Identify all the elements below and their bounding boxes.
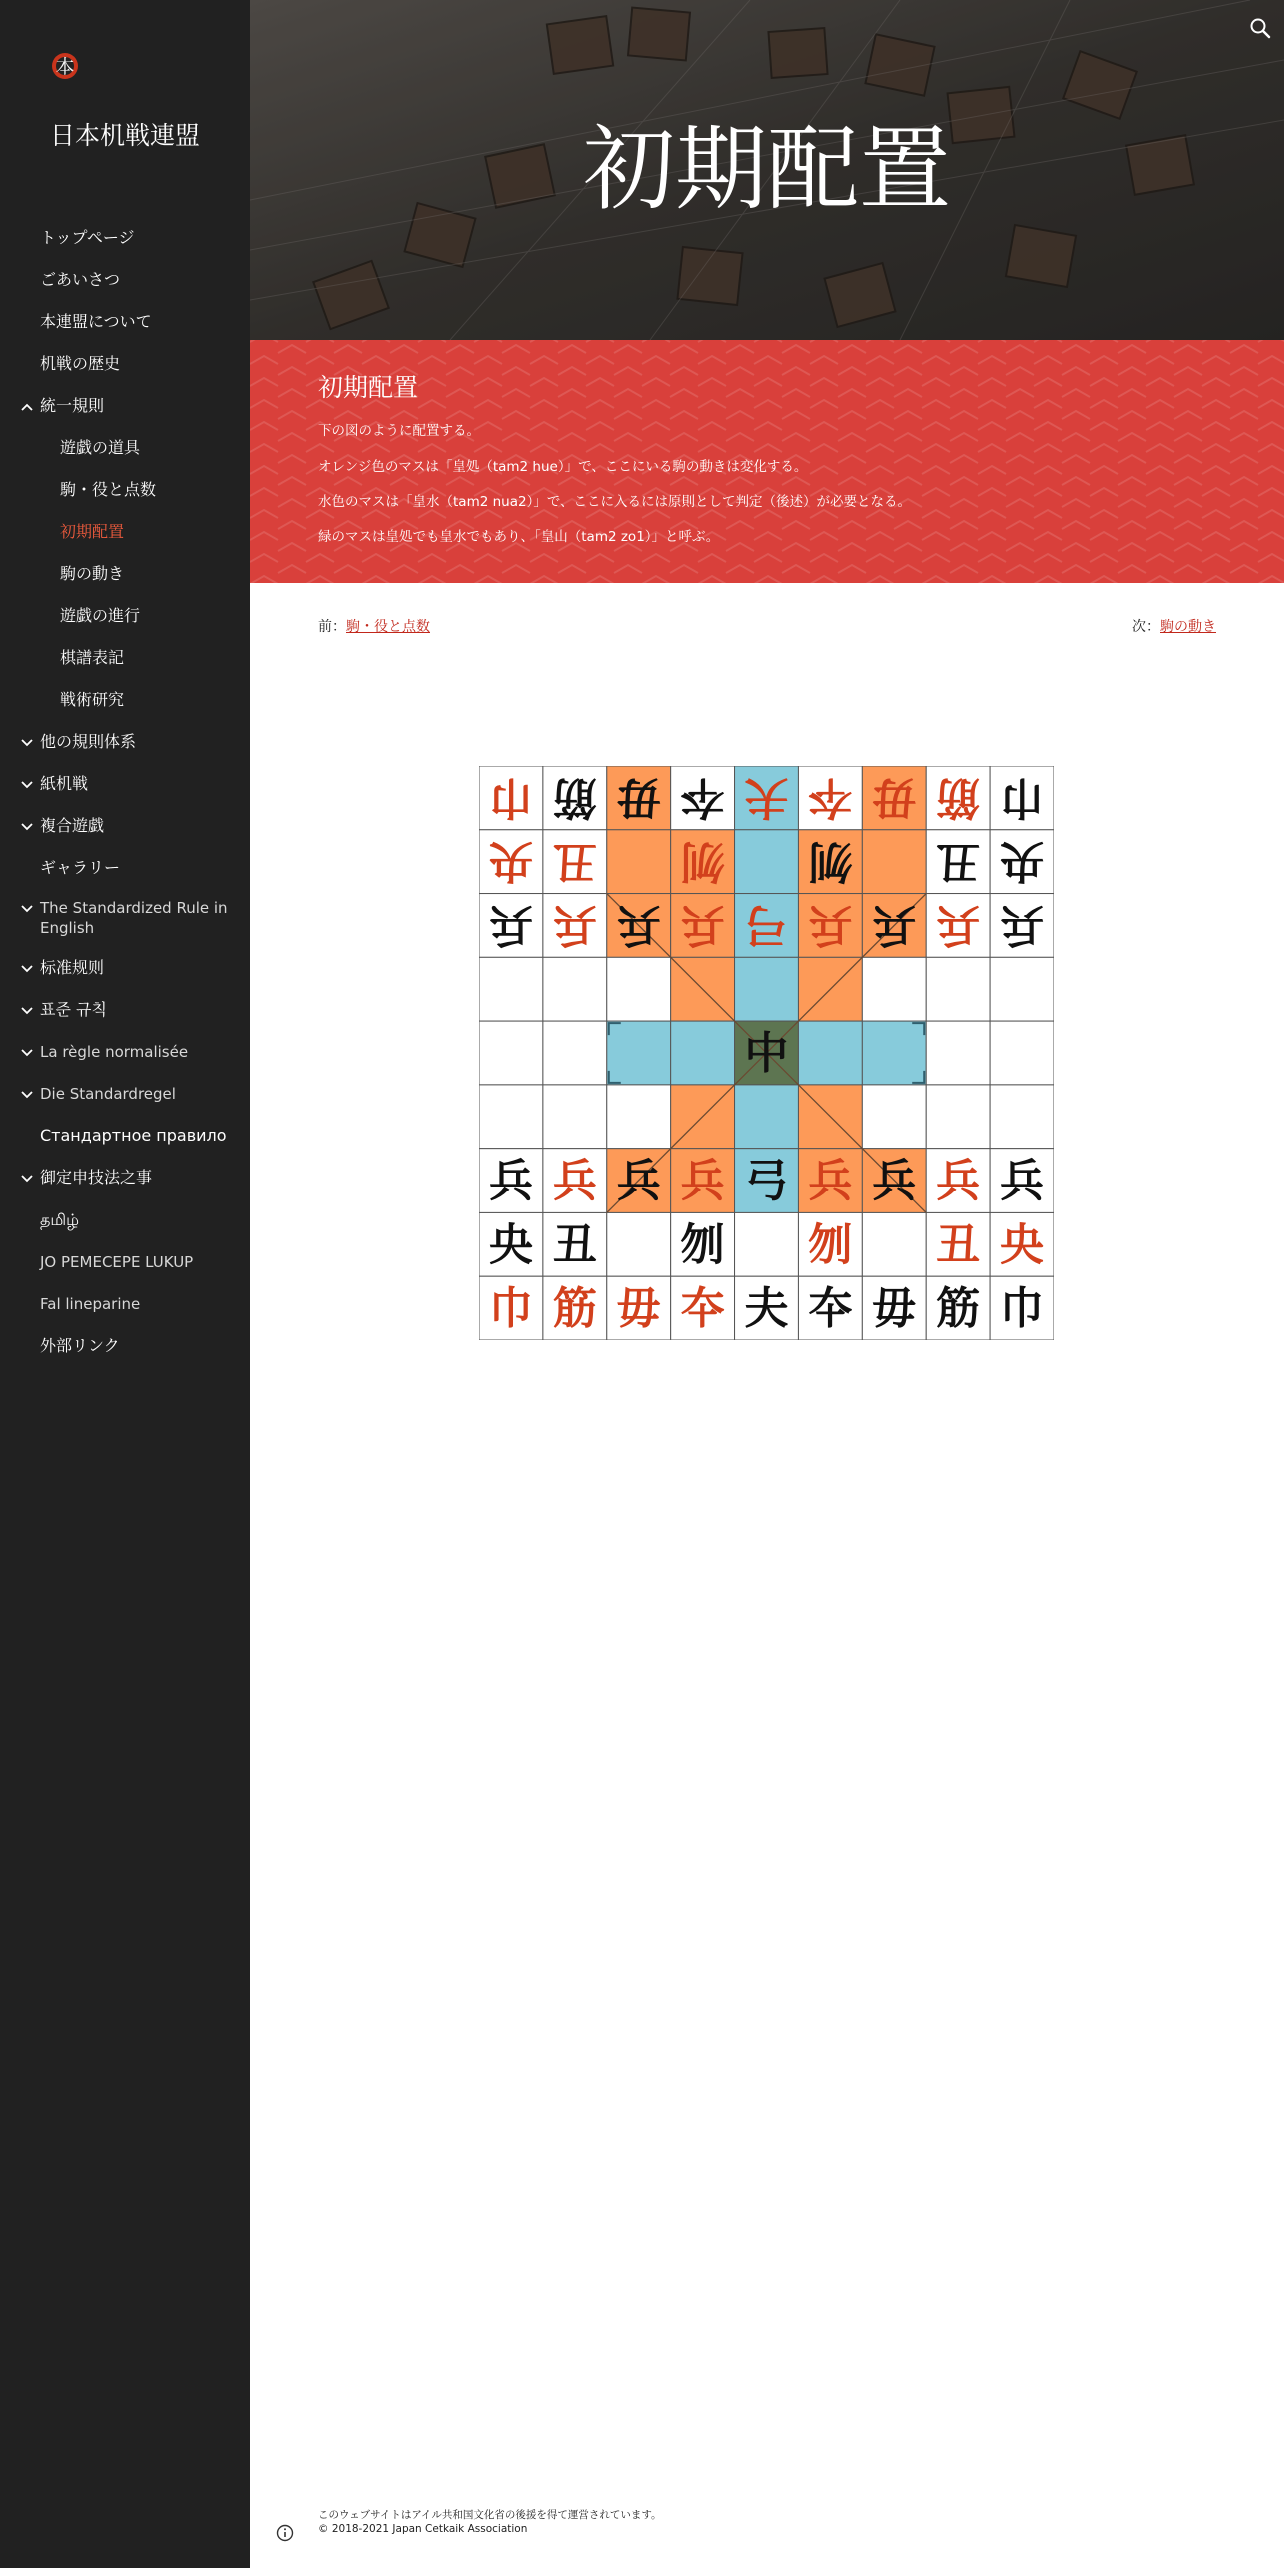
sidebar-item[interactable] [40, 958, 104, 978]
board-piece: 弓 [744, 899, 789, 951]
board-piece: 兵 [488, 1155, 533, 1207]
intro-line-1: 下の図のように配置する。 [318, 423, 480, 439]
board-piece: 巾 [488, 771, 533, 823]
board-cell [607, 957, 671, 1021]
next-page-nav [1132, 616, 1216, 636]
chevron-down-icon[interactable] [20, 961, 34, 975]
sidebar-item-label: Fal lineparine [40, 1295, 141, 1313]
sidebar-item-label: Стандартное правило [40, 1126, 227, 1145]
sidebar-item[interactable] [60, 480, 156, 500]
board-piece: 丑 [552, 1219, 597, 1271]
footer [318, 2508, 662, 2536]
board-piece: 刎 [680, 1219, 725, 1271]
sidebar-item[interactable] [60, 522, 124, 542]
intro-line-2: オレンジ色のマスは「皇処（tam2 hue）」で、ここにいる駒の動きは変化する。 [318, 459, 808, 475]
sidebar-item[interactable] [40, 270, 120, 290]
board-piece: 兵 [1000, 1155, 1045, 1207]
search-icon[interactable] [1248, 16, 1272, 40]
sidebar-item[interactable] [40, 1084, 176, 1104]
sidebar-item[interactable] [40, 774, 88, 794]
board-piece: 兵 [936, 899, 981, 951]
board-cell [990, 1021, 1054, 1085]
site-title[interactable]: 日本机戦連盟 [49, 121, 200, 150]
sidebar-item[interactable] [40, 1168, 152, 1188]
next-prefix: 次： [1132, 619, 1160, 635]
board-piece: 兵 [488, 899, 533, 951]
board-piece: 兵 [552, 899, 597, 951]
board-cell [607, 830, 671, 894]
sidebar-item-label: 遊戯の道具 [60, 438, 141, 457]
board-piece: 兵 [808, 1155, 853, 1207]
sidebar-item-label: 遊戯の進行 [60, 606, 141, 625]
board-piece: 夫 [744, 1283, 789, 1335]
prev-prefix: 前： [318, 619, 346, 635]
sidebar-item[interactable] [40, 816, 104, 836]
chevron-down-icon[interactable] [20, 1003, 34, 1017]
footer-sponsor: このウェブサイトはアイル共和国文化省の後援を得て運営されています。 [318, 2509, 662, 2521]
chevron-down-icon[interactable] [20, 1045, 34, 1059]
board-piece: 兵 [616, 1155, 661, 1207]
board-piece: 夲 [680, 771, 725, 823]
sidebar-item[interactable] [40, 396, 104, 416]
sidebar-item-label: 표준 규칙 [40, 1000, 107, 1019]
board-cell [862, 1212, 926, 1276]
sidebar-item-label: 統一規則 [40, 396, 105, 415]
sidebar-item-label: トップページ [40, 228, 135, 247]
sidebar-item[interactable] [40, 312, 152, 332]
board-piece: 央 [488, 835, 533, 887]
sidebar-item-label: ギャラリー [40, 858, 121, 877]
sidebar-item[interactable] [40, 1252, 193, 1272]
sidebar-item[interactable] [40, 1126, 227, 1146]
board-cell [607, 1021, 671, 1085]
board-piece: 毋 [872, 771, 917, 823]
sidebar-item-label: 机戦の歴史 [40, 354, 121, 373]
sidebar-item-label: English [40, 919, 95, 937]
prev-page-link[interactable]: 駒・役と点数 [346, 619, 430, 635]
board-piece: 央 [488, 1219, 533, 1271]
sidebar-item[interactable] [40, 228, 135, 248]
board-piece: 兵 [1000, 899, 1045, 951]
board-cell [862, 1021, 926, 1085]
board-piece: 刎 [808, 1219, 853, 1271]
board-cell [607, 1212, 671, 1276]
sidebar-item[interactable] [40, 858, 120, 878]
board-piece: 兵 [680, 1155, 725, 1207]
board-piece: 中 [744, 1028, 789, 1079]
board-piece: 夲 [808, 1283, 853, 1335]
board-piece: 筋 [552, 771, 597, 823]
board-piece: 丑 [936, 835, 981, 887]
board-cell [926, 957, 990, 1021]
board-cell [479, 957, 543, 1021]
intro-line-4: 緑のマスは皇処でも皇水でもあり、「皇山（tam2 zo1）」と呼ぶ。 [318, 529, 720, 545]
board-piece: 夫 [744, 771, 789, 823]
site-logo[interactable] [47, 48, 83, 84]
board-cell [735, 1085, 799, 1149]
board-cell [671, 1021, 735, 1085]
sidebar-item[interactable] [60, 438, 140, 458]
board-piece: 兵 [680, 899, 725, 951]
sidebar-item-label: ごあいさつ [40, 270, 121, 289]
sidebar-item-label: 複合遊戯 [40, 816, 105, 835]
board-cell [607, 1085, 671, 1149]
sidebar-item[interactable] [40, 1294, 140, 1314]
svg-text:本: 本 [55, 56, 75, 78]
sidebar-item-label: 他の規則体系 [40, 732, 137, 751]
board-piece: 夲 [808, 771, 853, 823]
board-cell [479, 1085, 543, 1149]
board-piece: 兵 [872, 1155, 917, 1207]
initial-setup-board [479, 766, 1054, 1340]
board-cell [735, 957, 799, 1021]
board-piece: 刎 [680, 835, 725, 887]
board-cell [735, 830, 799, 894]
board-piece: 筋 [552, 1283, 597, 1335]
chevron-down-icon[interactable] [20, 735, 34, 749]
chevron-down-icon[interactable] [20, 1171, 34, 1185]
sidebar-item-label: The Standardized Rule in [40, 899, 228, 917]
next-page-link[interactable]: 駒の動き [1160, 619, 1216, 635]
board-piece: 兵 [936, 1155, 981, 1207]
sidebar-item-label: 駒・役と点数 [60, 480, 157, 499]
board-piece: 巾 [1000, 1283, 1045, 1335]
sidebar-item[interactable] [40, 1000, 107, 1020]
board-piece: 兵 [808, 899, 853, 951]
sidebar-item[interactable] [60, 648, 124, 668]
board-piece: 夲 [680, 1283, 725, 1335]
board-piece: 巾 [1000, 771, 1045, 823]
board-piece: 央 [1000, 1219, 1045, 1271]
sidebar-item[interactable] [40, 1210, 79, 1230]
board-piece: 丑 [936, 1219, 981, 1271]
sidebar-item[interactable] [60, 606, 140, 626]
board-cell [862, 957, 926, 1021]
sidebar-item-label: 御定申技法之事 [40, 1168, 153, 1187]
board-piece: 兵 [552, 1155, 597, 1207]
board-piece: 筋 [936, 1283, 981, 1335]
section-title: 初期配置 [318, 373, 419, 402]
board-cell [543, 1021, 607, 1085]
chevron-up-icon[interactable] [20, 399, 34, 413]
prev-page-nav [318, 616, 430, 636]
board-piece: 兵 [616, 899, 661, 951]
board-piece: 央 [1000, 835, 1045, 887]
board-piece: 刎 [808, 835, 853, 887]
board-cell [862, 1085, 926, 1149]
chevron-down-icon[interactable] [20, 819, 34, 833]
sidebar-item-label: 棋譜表記 [60, 648, 125, 667]
sidebar-item[interactable] [40, 1042, 188, 1062]
sidebar-item-label: 初期配置 [60, 522, 125, 541]
board-cell [990, 957, 1054, 1021]
board-piece: 毋 [616, 1283, 661, 1335]
board-piece: 毋 [616, 771, 661, 823]
header-banner [250, 0, 1284, 340]
chevron-down-icon[interactable] [20, 1087, 34, 1101]
sidebar-item-label: JO PEMECEPE LUKUP [40, 1253, 194, 1271]
board-cell [543, 1085, 607, 1149]
intro-line-3: 水色のマスは「皇水（tam2 nua2）」で、ここに入るには原則として判定（後述）が必要となる。 [318, 494, 912, 510]
sidebar-item[interactable] [40, 732, 136, 752]
board-piece: 弓 [744, 1155, 789, 1207]
sidebar-item-label: தமிழ் [40, 1210, 80, 1229]
board-cell [926, 1085, 990, 1149]
sidebar-item[interactable] [40, 354, 120, 374]
board-piece: 兵 [872, 899, 917, 951]
sidebar [0, 0, 250, 2568]
board-cell [862, 830, 926, 894]
sidebar-item-label: 本連盟について [40, 312, 152, 331]
page-title: 初期配置 [582, 116, 951, 223]
sidebar-item-label: 紙机戦 [40, 774, 89, 793]
sidebar-item-label: 駒の動き [60, 564, 125, 583]
board-piece: 筋 [936, 771, 981, 823]
board-cell [543, 957, 607, 1021]
board-cell [926, 1021, 990, 1085]
board-piece: 丑 [552, 835, 597, 887]
sidebar-item[interactable] [60, 564, 124, 584]
board-piece: 巾 [488, 1283, 533, 1335]
board-cell [735, 1212, 799, 1276]
footer-copyright: © 2018-2021 Japan Cetkaik Association [318, 2523, 528, 2535]
sidebar-item[interactable] [60, 690, 124, 710]
sidebar-item-label: 标准规则 [40, 958, 105, 977]
sidebar-item-label: Die Standardregel [40, 1085, 176, 1103]
sidebar-item-label: 外部リンク [40, 1336, 120, 1355]
sidebar-item-label: 戦術研究 [60, 690, 125, 709]
chevron-down-icon[interactable] [20, 901, 34, 915]
board-piece: 毋 [872, 1283, 917, 1335]
board-cell [990, 1085, 1054, 1149]
sidebar-item[interactable] [40, 898, 228, 938]
intro-section [250, 340, 1284, 583]
chevron-down-icon[interactable] [20, 777, 34, 791]
sidebar-item-label: La règle normalisée [40, 1043, 189, 1061]
board-cell [798, 1021, 862, 1085]
sidebar-item[interactable] [40, 1336, 120, 1356]
info-icon[interactable] [276, 2524, 294, 2542]
board-cell [479, 1021, 543, 1085]
